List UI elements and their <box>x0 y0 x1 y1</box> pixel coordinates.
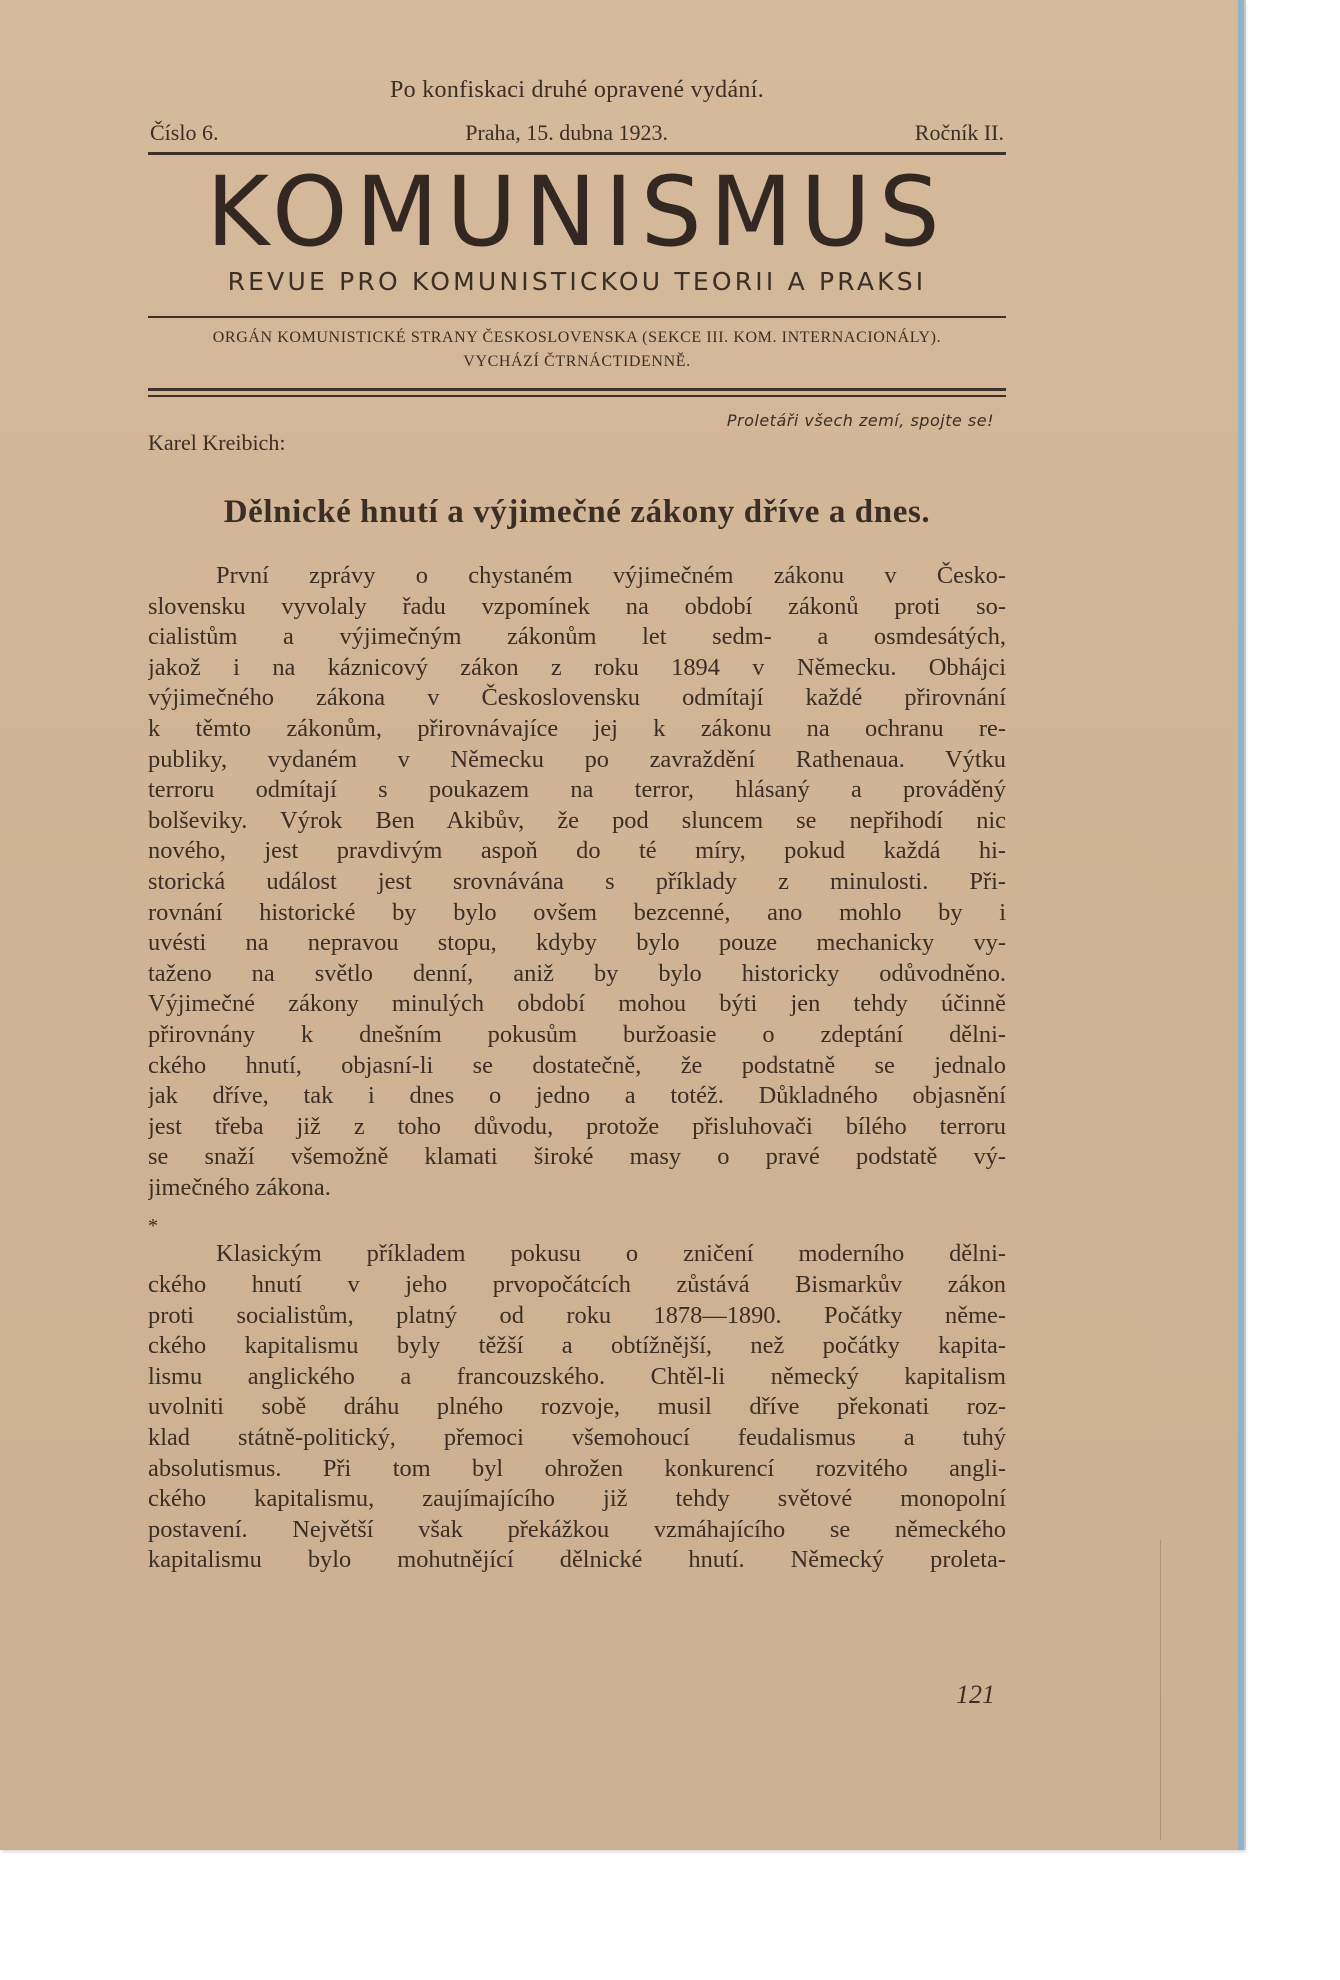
double-rule-bottom <box>148 395 1006 397</box>
text-line: klad státně-politický, přemoci všemohoucí feudalismus a tuhý <box>148 1424 1006 1452</box>
subtitle-rule <box>148 316 1006 318</box>
text-line: kapitalismu bylo mohutnějící dělnické hnutí. Německý proleta- <box>148 1546 1006 1574</box>
text-line: lismu anglického a francouzského. Chtěl-li německý kapitalism <box>148 1362 1006 1390</box>
text-line: jest třeba již z toho důvodu, protože přisluhovači bílého terroru <box>148 1112 1006 1140</box>
scan-border <box>1244 0 1246 1850</box>
text-line: přirovnány k dnešním pokusům buržoasie o zdeptání dělni- <box>148 1020 1006 1048</box>
text-line: nového, jest pravdivým aspoň do té míry, pokud každá hi- <box>148 837 1006 865</box>
text-line: jakož i na káznicový zákon z roku 1894 v Německu. Obhájci <box>148 653 1006 681</box>
volume-number: Ročník II. <box>914 120 1004 145</box>
double-rule-top <box>148 388 1006 391</box>
text-line: Výjimečné zákony minulých období mohou býti jen tehdy účinně <box>148 990 1006 1018</box>
organ-line-2: VYCHÁZÍ ČTRNÁCTIDENNĚ. <box>463 353 691 370</box>
paragraph-2 <box>148 1239 1006 1576</box>
text-line: slovensku vyvolaly řadu vzpomínek na období zákonů proti so- <box>148 592 1006 620</box>
text-line: cialistům a výjimečným zákonům let sedm- a osmdesátých, <box>148 623 1006 651</box>
text-line: Klasickým příkladem pokusu o zničení moderního dělni- <box>216 1240 1006 1268</box>
text-line: k těmto zákonům, přirovnávajíce jej k zákonu na ochranu re- <box>148 714 1006 742</box>
article-body <box>148 561 1006 1576</box>
text-line: absolutismus. Při tom byl ohrožen konkurencí rozvitého angli- <box>148 1454 1006 1482</box>
issue-info-row <box>148 120 1006 146</box>
section-separator: * <box>148 1215 158 1238</box>
place-date: Praha, 15. dubna 1923. <box>465 120 669 145</box>
text-line: taženo na světlo denní, aniž by bylo historicky odůvodněno. <box>148 959 1006 987</box>
page-number: 121 <box>956 1680 995 1709</box>
text-line: proti socialistům, platný od roku 1878—1890. Počátky něme- <box>148 1301 1006 1329</box>
text-line: ckého kapitalismu, zaujímajícího již tehdy světové monopolní <box>148 1485 1006 1513</box>
corner-crease <box>1160 1540 1221 1840</box>
text-line: postavení. Největší však překážkou vzmáhajícího se německého <box>148 1515 1006 1543</box>
masthead-subtitle: REVUE PRO KOMUNISTICKOU TEORII A PRAKSI <box>227 267 927 296</box>
text-line: storická událost jest srovnávána s příklady z minulosti. Při- <box>148 867 1006 895</box>
paragraph-1 <box>148 561 1006 1203</box>
text-line: terroru odmítají s poukazem na terror, hlásaný a prováděný <box>148 776 1006 804</box>
text-line: uvésti na nepravou stopu, kdyby bylo pouze mechanicky vy- <box>148 929 1006 957</box>
article-author: Karel Kreibich: <box>148 430 286 455</box>
page-content <box>148 70 1006 1576</box>
text-line: publiky, vydaném v Německu po zavraždění Rathenaua. Výtku <box>148 745 1006 773</box>
text-line: bolševiky. Výrok Ben Akibův, že pod sluncem se nepřihodí nic <box>148 806 1006 834</box>
text-line: výjimečného zákona v Československu odmítají každé přirovnání <box>148 684 1006 712</box>
text-line: První zprávy o chystaném výjimečném zákonu v Česko- <box>216 562 1006 589</box>
header-rule <box>148 152 1006 155</box>
text-line: uvolniti sobě dráhu plného rozvoje, musil dříve překonati roz- <box>148 1393 1006 1421</box>
text-line: se snaží všemožně klamati široké masy o pravé podstatě vý- <box>148 1143 1006 1171</box>
text-line: jimečného zákona. <box>148 1173 331 1201</box>
issue-number: Číslo 6. <box>150 120 219 145</box>
organ-line-1: ORGÁN KOMUNISTICKÉ STRANY ČESKOSLOVENSKA (SEKCE III. KOM. INTERNACIONÁLY). <box>212 329 942 346</box>
text-line: jak dříve, tak i dnes o jedno a totéž. Důkladného objasnění <box>148 1082 1006 1110</box>
confiscation-note: Po konfiskaci druhé opravené vydání. <box>389 77 765 103</box>
masthead-title: KOMUNISMUS <box>206 156 948 268</box>
text-line: rovnání historické by bylo ovšem bezcenné, ano mohlo by i <box>148 898 1006 926</box>
text-line: ckého hnutí, objasní-li se dostatečně, že podstatně se jednalo <box>148 1051 1006 1079</box>
article-title: Dělnické hnutí a výjimečné zákony dříve a dnes. <box>223 494 931 530</box>
motto: Proletáři všech zemí, spojte se! <box>726 411 994 430</box>
text-line: ckého hnutí v jeho prvopočátcích zůstává Bismarkův zákon <box>148 1271 1006 1299</box>
text-line: ckého kapitalismu byly těžší a obtížnější, než počátky kapita- <box>148 1332 1006 1360</box>
